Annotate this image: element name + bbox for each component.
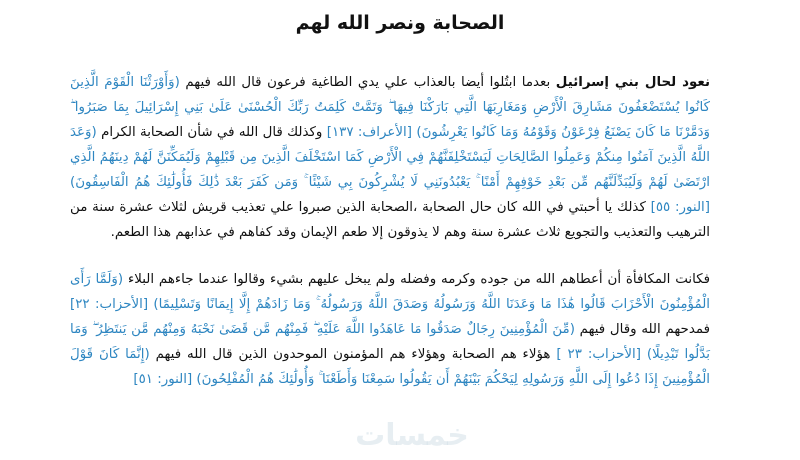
paragraph-2: [70, 267, 710, 392]
body-text: هؤلاء هم الصحابة وهؤلاء هم المؤمنون الموحدون الذين قال الله فيهم: [149, 347, 557, 362]
quran-verse: (مِّنَ الْمُؤْمِنِينَ رِجَالٌ صَدَقُوا مَا عَاهَدُوا اللَّهَ عَلَيْهِ ۖ فَمِنْهُم مَّن قَضَىٰ نَحْبَهُ وَمِنْهُم مَّن يَنتَظِرُ ۖ وَمَا بَدَّلُوا تَبْدِيلًا) [الأحزاب: ٢٣ ]: [70, 322, 710, 362]
page-title: الصحابة ونصر الله لهم: [295, 12, 505, 34]
body-text: فكانت المكافأة أن أعطاهم الله من جوده وكرمه وفضله ولم يبخل عليهم بشيء وقالوا عندما جاءهم البلاء: [123, 272, 710, 287]
quran-verse: (إِنَّمَا كَانَ قَوْلَ الْمُؤْمِنِينَ إِذَا دُعُوا إِلَى اللَّهِ وَرَسُولِهِ لِيَحْكُمَ بَيْنَهُمْ أَن يَقُولُوا سَمِعْنَا وَأَطَعْنَا ۚ وَأُولَٰئِكَ هُمُ الْمُفْلِحُونَ) [النور: ٥١]: [70, 347, 710, 387]
watermark-logo: خمسات: [355, 418, 469, 453]
body-text: كذلك يا أحبتي في الله كان حال الصحابة ،الصحابة الذين صبروا علي تعذيب قريش لثلاث عشرة سنة من الترهيب والتعذيب والتجويع ثلاث عشرة سنة وهم لا يذوقون إلا طعم الإيمان وقد كفاهم في عذابهم هذا الطعم.: [70, 200, 710, 240]
document-body: [70, 70, 710, 392]
quran-verse: (وَلَمَّا رَأَى الْمُؤْمِنُونَ الْأَحْزَابَ قَالُوا هَٰذَا مَا وَعَدَنَا اللَّهُ وَرَسُولُهُ وَصَدَقَ اللَّهُ وَرَسُولُهُ ۚ وَمَا زَادَهُمْ إِلَّا إِيمَانًا وَتَسْلِيمًا) [الأحزاب: ٢٢]: [70, 272, 710, 312]
body-text: بعدما ابتُلوا أيضا بالعذاب علي يدي الطاغية فرعون قال الله فيهم: [179, 75, 556, 90]
quran-verse: (وَعَدَ اللَّهُ الَّذِينَ آمَنُوا مِنكُمْ وَعَمِلُوا الصَّالِحَاتِ لَيَسْتَخْلِفَنَّهُمْ فِي الْأَرْضِ كَمَا اسْتَخْلَفَ الَّذِينَ مِن قَبْلِهِمْ وَلَيُمَكِّنَنَّ لَهُمْ دِينَهُمُ الَّذِي ارْتَضَىٰ لَهُمْ وَلَيُبَدِّلَنَّهُم مِّن بَعْدِ خَوْفِهِمْ أَمْنًا ۚ يَعْبُدُونَنِي لَا يُشْرِكُونَ بِي شَيْئًا ۚ وَمَن كَفَرَ بَعْدَ ذَٰلِكَ فَأُولَٰئِكَ هُمُ الْفَاسِقُونَ) [النور: ٥٥]: [70, 125, 710, 215]
body-text: وكذلك قال الله في شأن الصحابة الكرام: [96, 125, 327, 140]
body-text: فمدحهم الله وقال فيهم: [574, 322, 710, 337]
paragraph-1: [70, 70, 710, 245]
lead-text: نعود لحال بني إسرائيل: [555, 75, 710, 90]
quran-verse: (وَأَوْرَثْنَا الْقَوْمَ الَّذِينَ كَانُوا يُسْتَضْعَفُونَ مَشَارِقَ الْأَرْضِ وَمَغَارِبَهَا الَّتِي بَارَكْنَا فِيهَا ۖ وَتَمَّتْ كَلِمَتُ رَبِّكَ الْحُسْنَىٰ عَلَىٰ بَنِي إِسْرَائِيلَ بِمَا صَبَرُوا ۖ وَدَمَّرْنَا مَا كَانَ يَصْنَعُ فِرْعَوْنُ وَقَوْمُهُ وَمَا كَانُوا يَعْرِشُونَ) [الأعراف: ١٣٧]: [70, 75, 710, 140]
